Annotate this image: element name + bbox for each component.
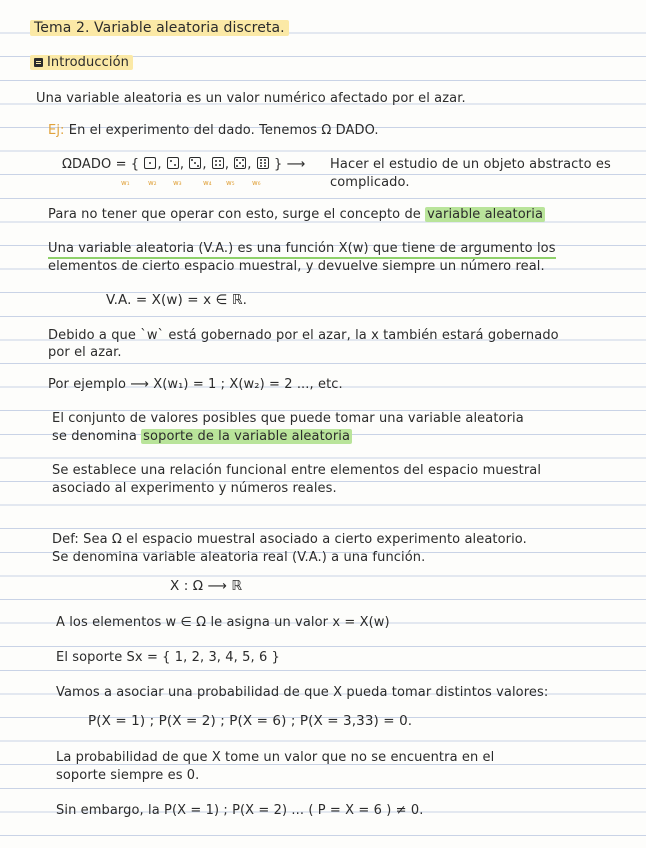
example-line	[48, 123, 379, 139]
concept-highlight: variable aleatoria	[427, 207, 544, 222]
page-title: Tema 2. Variable aleatoria discreta.	[30, 20, 289, 36]
arrow-icon: ⟶	[286, 157, 306, 172]
sample-space-note-2: complicado.	[330, 175, 410, 190]
formula-va: V.A. = X(w) = x ∈ ℝ.	[106, 292, 248, 308]
section-heading: Introducción	[30, 55, 133, 71]
asigna-line: A los elementos w ∈ Ω le asigna un valor x = X(w)	[56, 615, 390, 630]
prob-line-2: soporte siempre es 0.	[56, 768, 200, 783]
die-face-4-icon	[212, 157, 224, 169]
omega-label: w₃	[173, 179, 182, 187]
omega-label: w₂	[148, 179, 157, 187]
die-face-6-icon	[257, 157, 269, 169]
die-face-1-icon	[144, 157, 156, 169]
example-label: Ej:	[48, 123, 65, 138]
asociar-line: Vamos a asociar una probabilidad de que X pueda tomar distintos valores:	[56, 685, 549, 700]
sample-space-note: Hacer el estudio de un objeto abstracto es	[330, 157, 611, 172]
intro-text: Una variable aleatoria es un valor numérico afectado por el azar.	[36, 91, 466, 106]
omega-label: w₄	[203, 179, 212, 187]
relacion-line-2: asociado al experimento y números reales.	[52, 481, 337, 496]
omega-label: w₁	[121, 179, 130, 187]
example-values: Por ejemplo ⟶ X(w₁) = 1 ; X(w₂) = 2 ..., etc.	[48, 377, 343, 392]
definition-line-2: elementos de cierto espacio muestral, y devuelve siempre un número real.	[48, 259, 545, 274]
def-line-2: Se denomina variable aleatoria real (V.A.) a una función.	[52, 550, 426, 565]
example-text: En el experimento del dado. Tenemos Ω DADO.	[68, 123, 379, 138]
definition-line-1: Una variable aleatoria (V.A.) es una función X(w) que tiene de argumento los	[48, 241, 556, 257]
debido-line-2: por el azar.	[48, 345, 122, 360]
omega-label: w₅	[226, 179, 235, 187]
notebook-icon	[34, 58, 43, 67]
sin-embargo-line: Sin embargo, la P(X = 1) ; P(X = 2) ... ( P = X = 6 ) ≠ 0.	[56, 803, 424, 818]
conjunto-line-2: se denomina soporte de la variable aleatoria	[52, 429, 351, 444]
soporte-highlight: soporte de la variable aleatoria	[143, 429, 351, 444]
soporte-line: El soporte Sx = { 1, 2, 3, 4, 5, 6 }	[56, 650, 280, 665]
die-face-3-icon	[189, 157, 201, 169]
die-face-5-icon	[234, 157, 246, 169]
prob-formula: P(X = 1) ; P(X = 2) ; P(X = 6) ; P(X = 3,33) = 0.	[88, 713, 413, 729]
function-map: X : Ω ⟶ ℝ	[170, 578, 243, 594]
die-face-2-icon	[167, 157, 179, 169]
sample-space-line: ΩDADO = { , , , , , } ⟶	[62, 157, 306, 172]
relacion-line-1: Se establece una relación funcional entre elementos del espacio muestral	[52, 463, 542, 478]
omega-label: w₆	[252, 179, 261, 187]
def-line-1: Def: Sea Ω el espacio muestral asociado a cierto experimento aleatorio.	[52, 532, 527, 547]
conjunto-line-1: El conjunto de valores posibles que puede tomar una variable aleatoria	[52, 411, 524, 426]
concept-line: Para no tener que operar con esto, surge el concepto de variable aleatoria	[48, 207, 544, 222]
prob-line-1: La probabilidad de que X tome un valor que no se encuentra en el	[56, 750, 495, 765]
debido-line-1: Debido a que `w` está gobernado por el azar, la x también estará gobernado	[48, 328, 559, 343]
